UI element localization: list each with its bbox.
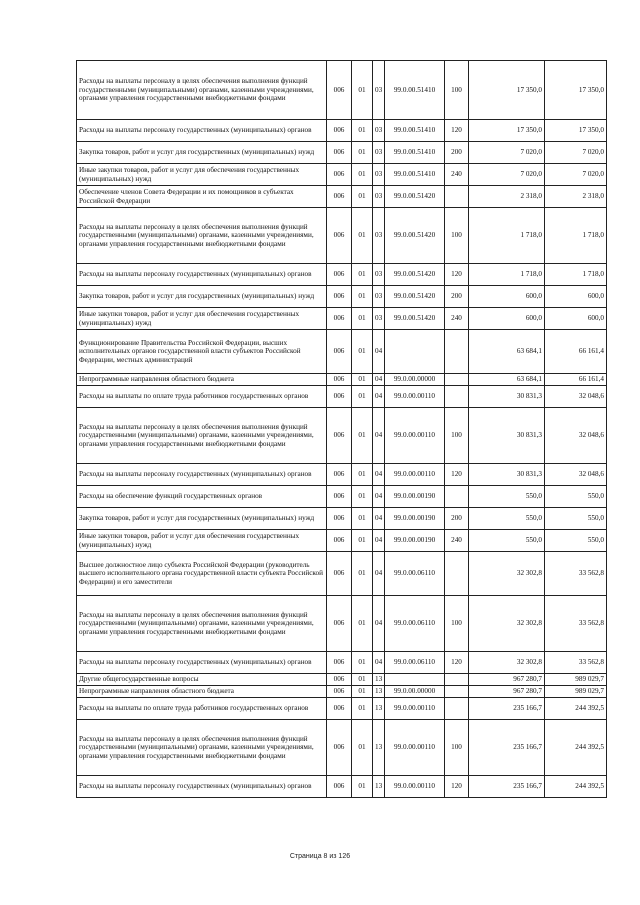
- row-amount-2: 244 392,5: [545, 720, 607, 776]
- row-amount-1: 7 020,0: [469, 142, 545, 164]
- row-expense-type: 100: [445, 408, 469, 464]
- table-row: [77, 286, 607, 308]
- row-name: Расходы на выплаты персоналу в целях обеспечения выполнения функций государственными (муниципальными) органами, казенными учреждениями, органами управления государственными внебюджетными фондами: [77, 408, 327, 464]
- row-name: Закупка товаров, работ и услуг для государственных (муниципальных) нужд: [77, 508, 327, 530]
- row-amount-1: 235 166,7: [469, 776, 545, 798]
- row-section: 01: [352, 164, 373, 186]
- row-amount-2: 32 048,6: [545, 464, 607, 486]
- row-name: Непрограммные направления областного бюджета: [77, 686, 327, 698]
- table-row: [77, 464, 607, 486]
- row-subsection: 04: [373, 374, 385, 386]
- row-gr-code: 006: [327, 552, 352, 596]
- row-expense-type: 100: [445, 208, 469, 264]
- row-gr-code: 006: [327, 264, 352, 286]
- row-expense-type: [445, 386, 469, 408]
- row-gr-code: 006: [327, 486, 352, 508]
- row-gr-code: 006: [327, 186, 352, 208]
- row-expense-type: 120: [445, 464, 469, 486]
- row-expense-type: 100: [445, 596, 469, 652]
- row-section: 01: [352, 508, 373, 530]
- row-gr-code: 006: [327, 208, 352, 264]
- row-name: Функционирование Правительства Российской Федерации, высших исполнительных органов государственной власти субъектов Российской Федерации, местных администраций: [77, 330, 327, 374]
- row-subsection: 03: [373, 308, 385, 330]
- row-subsection: 04: [373, 330, 385, 374]
- row-subsection: 13: [373, 674, 385, 686]
- page-number: Страница 8 из 126: [289, 853, 351, 860]
- row-expense-type: 240: [445, 164, 469, 186]
- row-section: 01: [352, 386, 373, 408]
- row-amount-2: 66 161,4: [545, 374, 607, 386]
- row-subsection: 13: [373, 720, 385, 776]
- row-amount-1: 30 831,3: [469, 464, 545, 486]
- row-section: 01: [352, 776, 373, 798]
- row-subsection: 03: [373, 61, 385, 120]
- row-expense-type: [445, 374, 469, 386]
- row-expense-type: [445, 486, 469, 508]
- row-amount-1: 30 831,3: [469, 408, 545, 464]
- row-subsection: 04: [373, 408, 385, 464]
- row-section: 01: [352, 408, 373, 464]
- row-target-article: [385, 330, 445, 374]
- row-target-article: 99.0.00.00190: [385, 530, 445, 552]
- table-row: [77, 674, 607, 686]
- row-section: 01: [352, 142, 373, 164]
- row-subsection: 03: [373, 142, 385, 164]
- row-subsection: 04: [373, 508, 385, 530]
- row-amount-1: 7 020,0: [469, 164, 545, 186]
- row-amount-1: 550,0: [469, 486, 545, 508]
- row-amount-1: 32 302,8: [469, 596, 545, 652]
- row-section: 01: [352, 720, 373, 776]
- row-expense-type: [445, 330, 469, 374]
- row-name: Расходы на выплаты персоналу государственных (муниципальных) органов: [77, 776, 327, 798]
- row-target-article: 99.0.00.00000: [385, 374, 445, 386]
- row-amount-1: 600,0: [469, 286, 545, 308]
- row-amount-2: 244 392,5: [545, 776, 607, 798]
- row-expense-type: 120: [445, 264, 469, 286]
- row-target-article: 99.0.00.51420: [385, 264, 445, 286]
- row-amount-1: 1 718,0: [469, 264, 545, 286]
- row-amount-2: 33 562,8: [545, 552, 607, 596]
- row-gr-code: 006: [327, 286, 352, 308]
- row-expense-type: [445, 698, 469, 720]
- row-target-article: 99.0.00.51420: [385, 208, 445, 264]
- row-expense-type: [445, 674, 469, 686]
- row-amount-2: 66 161,4: [545, 330, 607, 374]
- row-amount-2: 17 350,0: [545, 120, 607, 142]
- row-target-article: 99.0.00.00190: [385, 508, 445, 530]
- row-subsection: 03: [373, 208, 385, 264]
- row-target-article: 99.0.00.00110: [385, 464, 445, 486]
- row-name: Высшее должностное лицо субъекта Российской Федерации (руководитель высшего исполнительного органа государственной власти субъекта Российской Федерации) и его заместители: [77, 552, 327, 596]
- table-row: [77, 386, 607, 408]
- row-amount-2: 600,0: [545, 286, 607, 308]
- table-row: [77, 61, 607, 120]
- row-gr-code: 006: [327, 596, 352, 652]
- row-amount-1: 550,0: [469, 508, 545, 530]
- row-amount-1: 17 350,0: [469, 120, 545, 142]
- row-amount-2: 32 048,6: [545, 408, 607, 464]
- row-subsection: 04: [373, 552, 385, 596]
- row-amount-2: 550,0: [545, 486, 607, 508]
- table-row: [77, 652, 607, 674]
- row-target-article: 99.0.00.51410: [385, 61, 445, 120]
- row-subsection: 13: [373, 776, 385, 798]
- row-name: Закупка товаров, работ и услуг для государственных (муниципальных) нужд: [77, 286, 327, 308]
- row-expense-type: 240: [445, 308, 469, 330]
- table-row: [77, 264, 607, 286]
- table-row: [77, 552, 607, 596]
- row-subsection: 04: [373, 464, 385, 486]
- row-amount-2: 33 562,8: [545, 596, 607, 652]
- row-subsection: 03: [373, 286, 385, 308]
- row-gr-code: 006: [327, 720, 352, 776]
- row-expense-type: 100: [445, 61, 469, 120]
- row-subsection: 03: [373, 264, 385, 286]
- row-subsection: 13: [373, 698, 385, 720]
- row-amount-2: 7 020,0: [545, 142, 607, 164]
- row-expense-type: 100: [445, 720, 469, 776]
- table-row: [77, 164, 607, 186]
- row-target-article: 99.0.00.51420: [385, 186, 445, 208]
- row-name: Расходы на выплаты персоналу в целях обеспечения выполнения функций государственными (муниципальными) органами, казенными учреждениями, органами управления государственными внебюджетными фондами: [77, 61, 327, 120]
- table-row: [77, 720, 607, 776]
- table-row: [77, 508, 607, 530]
- row-section: 01: [352, 596, 373, 652]
- row-name: Расходы на выплаты персоналу государственных (муниципальных) органов: [77, 464, 327, 486]
- row-subsection: 03: [373, 120, 385, 142]
- row-gr-code: 006: [327, 142, 352, 164]
- table-row: [77, 120, 607, 142]
- table-row: [77, 486, 607, 508]
- row-target-article: 99.0.00.00110: [385, 386, 445, 408]
- row-amount-1: 63 684,1: [469, 330, 545, 374]
- row-amount-2: 2 318,0: [545, 186, 607, 208]
- row-expense-type: [445, 686, 469, 698]
- row-subsection: 03: [373, 186, 385, 208]
- row-gr-code: 006: [327, 508, 352, 530]
- row-amount-2: 33 562,8: [545, 652, 607, 674]
- row-name: Расходы на выплаты персоналу в целях обеспечения выполнения функций государственными (муниципальными) органами, казенными учреждениями, органами управления государственными внебюджетными фондами: [77, 596, 327, 652]
- row-section: 01: [352, 264, 373, 286]
- row-subsection: 03: [373, 164, 385, 186]
- row-gr-code: 006: [327, 386, 352, 408]
- row-gr-code: 006: [327, 61, 352, 120]
- row-amount-1: 17 350,0: [469, 61, 545, 120]
- table-row: [77, 186, 607, 208]
- row-section: 01: [352, 552, 373, 596]
- row-target-article: 99.0.00.51420: [385, 286, 445, 308]
- row-target-article: 99.0.00.51410: [385, 142, 445, 164]
- row-section: 01: [352, 530, 373, 552]
- row-amount-1: 30 831,3: [469, 386, 545, 408]
- row-amount-1: 967 280,7: [469, 686, 545, 698]
- row-target-article: 99.0.00.00190: [385, 486, 445, 508]
- row-amount-2: 1 718,0: [545, 264, 607, 286]
- row-expense-type: 200: [445, 286, 469, 308]
- table-row: [77, 530, 607, 552]
- row-section: 01: [352, 486, 373, 508]
- row-amount-1: 63 684,1: [469, 374, 545, 386]
- row-gr-code: 006: [327, 464, 352, 486]
- row-target-article: 99.0.00.06110: [385, 596, 445, 652]
- row-target-article: [385, 674, 445, 686]
- row-amount-2: 32 048,6: [545, 386, 607, 408]
- table-row: [77, 698, 607, 720]
- row-target-article: 99.0.00.00110: [385, 776, 445, 798]
- row-name: Расходы на выплаты персоналу государственных (муниципальных) органов: [77, 120, 327, 142]
- row-name: Расходы на обеспечение функций государственных органов: [77, 486, 327, 508]
- row-target-article: 99.0.00.06110: [385, 652, 445, 674]
- row-amount-1: 2 318,0: [469, 186, 545, 208]
- row-amount-2: 17 350,0: [545, 61, 607, 120]
- table-row: [77, 142, 607, 164]
- row-target-article: 99.0.00.51410: [385, 120, 445, 142]
- row-amount-1: 550,0: [469, 530, 545, 552]
- row-gr-code: 006: [327, 776, 352, 798]
- table-row: [77, 596, 607, 652]
- row-target-article: 99.0.00.00110: [385, 698, 445, 720]
- row-name: Обеспечение членов Совета Федерации и их помощников в субъектах Российской Федерации: [77, 186, 327, 208]
- table-row: [77, 208, 607, 264]
- row-section: 01: [352, 120, 373, 142]
- row-amount-2: 550,0: [545, 508, 607, 530]
- row-amount-2: 7 020,0: [545, 164, 607, 186]
- row-expense-type: 240: [445, 530, 469, 552]
- row-amount-2: 244 392,5: [545, 698, 607, 720]
- row-amount-1: 1 718,0: [469, 208, 545, 264]
- row-name: Закупка товаров, работ и услуг для государственных (муниципальных) нужд: [77, 142, 327, 164]
- row-expense-type: 200: [445, 142, 469, 164]
- row-name: Расходы на выплаты персоналу государственных (муниципальных) органов: [77, 652, 327, 674]
- row-expense-type: 200: [445, 508, 469, 530]
- budget-table: [76, 60, 607, 798]
- table-row: [77, 308, 607, 330]
- row-section: 01: [352, 698, 373, 720]
- row-target-article: 99.0.00.00110: [385, 720, 445, 776]
- row-target-article: 99.0.00.06110: [385, 552, 445, 596]
- row-amount-2: 989 029,7: [545, 674, 607, 686]
- row-amount-2: 550,0: [545, 530, 607, 552]
- row-subsection: 13: [373, 686, 385, 698]
- row-name: Иные закупки товаров, работ и услуг для обеспечения государственных (муниципальных) нужд: [77, 530, 327, 552]
- row-gr-code: 006: [327, 374, 352, 386]
- row-gr-code: 006: [327, 674, 352, 686]
- row-subsection: 04: [373, 486, 385, 508]
- row-section: 01: [352, 374, 373, 386]
- row-expense-type: 120: [445, 120, 469, 142]
- row-target-article: 99.0.00.00000: [385, 686, 445, 698]
- row-name: Расходы на выплаты по оплате труда работников государственных органов: [77, 698, 327, 720]
- row-name: Расходы на выплаты по оплате труда работников государственных органов: [77, 386, 327, 408]
- table-row: [77, 408, 607, 464]
- row-subsection: 04: [373, 596, 385, 652]
- row-section: 01: [352, 286, 373, 308]
- row-gr-code: 006: [327, 652, 352, 674]
- row-amount-1: 967 280,7: [469, 674, 545, 686]
- row-section: 01: [352, 308, 373, 330]
- row-name: Непрограммные направления областного бюджета: [77, 374, 327, 386]
- row-section: 01: [352, 652, 373, 674]
- row-section: 01: [352, 208, 373, 264]
- row-expense-type: [445, 552, 469, 596]
- row-expense-type: [445, 186, 469, 208]
- row-gr-code: 006: [327, 308, 352, 330]
- table-row: [77, 374, 607, 386]
- row-amount-1: 32 302,8: [469, 652, 545, 674]
- row-section: 01: [352, 464, 373, 486]
- row-name: Другие общегосударственные вопросы: [77, 674, 327, 686]
- row-amount-2: 600,0: [545, 308, 607, 330]
- row-gr-code: 006: [327, 164, 352, 186]
- row-target-article: 99.0.00.51410: [385, 164, 445, 186]
- row-gr-code: 006: [327, 686, 352, 698]
- row-subsection: 04: [373, 386, 385, 408]
- row-subsection: 04: [373, 530, 385, 552]
- row-section: 01: [352, 674, 373, 686]
- row-target-article: 99.0.00.00110: [385, 408, 445, 464]
- row-target-article: 99.0.00.51420: [385, 308, 445, 330]
- table-row: [77, 686, 607, 698]
- row-amount-2: 1 718,0: [545, 208, 607, 264]
- row-name: Иные закупки товаров, работ и услуг для обеспечения государственных (муниципальных) нужд: [77, 164, 327, 186]
- row-gr-code: 006: [327, 530, 352, 552]
- row-amount-2: 989 029,7: [545, 686, 607, 698]
- row-section: 01: [352, 330, 373, 374]
- row-amount-1: 600,0: [469, 308, 545, 330]
- table-row: [77, 330, 607, 374]
- row-name: Иные закупки товаров, работ и услуг для обеспечения государственных (муниципальных) нужд: [77, 308, 327, 330]
- row-amount-1: 235 166,7: [469, 720, 545, 776]
- row-subsection: 04: [373, 652, 385, 674]
- row-name: Расходы на выплаты персоналу в целях обеспечения выполнения функций государственными (муниципальными) органами, казенными учреждениями, органами управления государственными внебюджетными фондами: [77, 720, 327, 776]
- row-gr-code: 006: [327, 330, 352, 374]
- row-section: 01: [352, 186, 373, 208]
- row-section: 01: [352, 61, 373, 120]
- row-gr-code: 006: [327, 698, 352, 720]
- row-expense-type: 120: [445, 652, 469, 674]
- row-name: Расходы на выплаты персоналу государственных (муниципальных) органов: [77, 264, 327, 286]
- row-gr-code: 006: [327, 408, 352, 464]
- table-row: [77, 776, 607, 798]
- row-amount-1: 235 166,7: [469, 698, 545, 720]
- table-body: [77, 61, 607, 798]
- row-section: 01: [352, 686, 373, 698]
- row-expense-type: 120: [445, 776, 469, 798]
- row-gr-code: 006: [327, 120, 352, 142]
- row-name: Расходы на выплаты персоналу в целях обеспечения выполнения функций государственными (муниципальными) органами, казенными учреждениями, органами управления государственными внебюджетными фондами: [77, 208, 327, 264]
- row-amount-1: 32 302,8: [469, 552, 545, 596]
